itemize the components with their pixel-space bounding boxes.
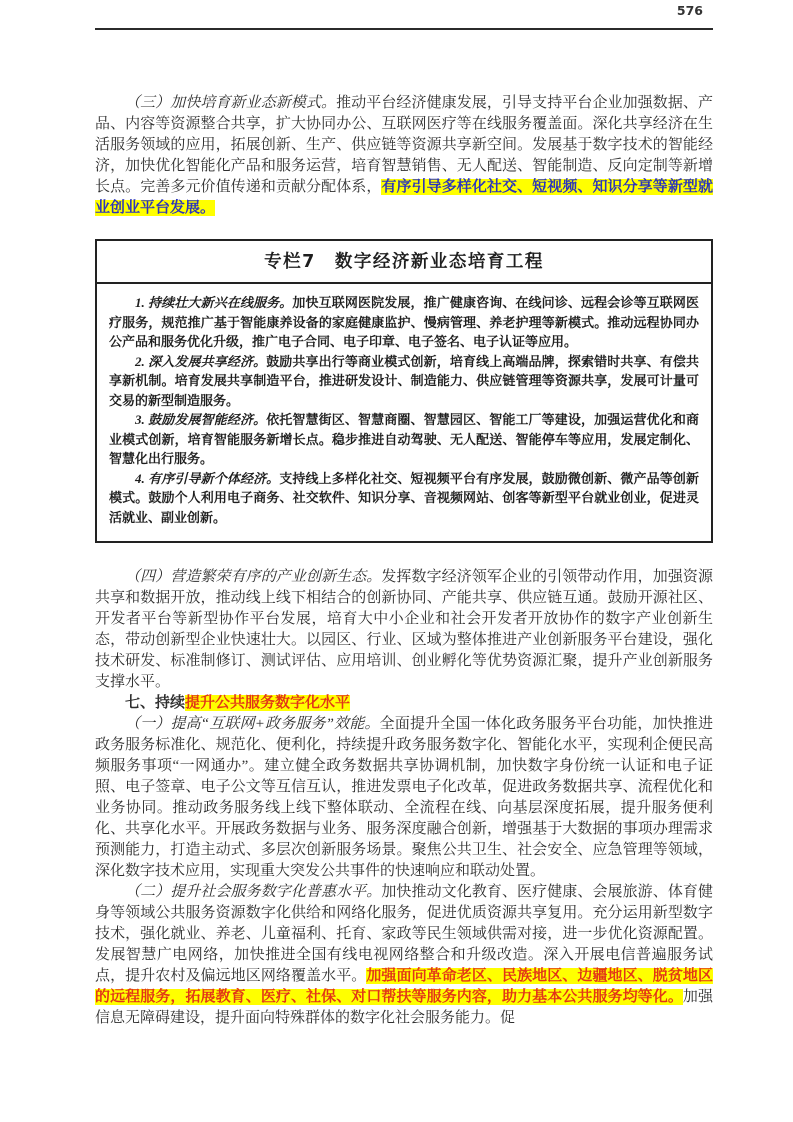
text-run: 推动平台经济健康发展，引导支持平台企业加强数据、产品、内容等资源整合共享，扩大协同办公、互联网医疗等在线服务覆盖面。深化共享经济在生活服务领域的应用，拓展创新、生产、供应链等资源共享新空间。发展基于数字技术的智能经济，加快优化智能化产品和服务运营，培育智慧销售、无人配送、智能制造、反向定制等新增长点。完善多元价值传递和贡献分配体系， — [95, 95, 713, 195]
highlighted-text: 加强面向革命老区、民族地区、边疆地区、脱贫地区的远程服务，拓展教育、医疗、社保、对口帮扶等服务内容，助力基本公共服务均等化。 — [95, 968, 713, 1005]
paragraph-leadin: （二）提升社会服务数字化普惠水平。 — [125, 884, 382, 900]
box-item — [109, 293, 699, 352]
document-body — [95, 93, 713, 1029]
page-header — [95, 0, 713, 22]
highlighted-text: 提升公共服务数字化水平 — [185, 695, 351, 711]
paragraph-leadin: （三）加快培育新业态新模式。 — [125, 95, 337, 111]
section-heading-qi — [95, 693, 713, 714]
paragraph-leadin: （四）营造繁荣有序的产业创新生态。 — [125, 569, 382, 585]
page-number: 576 — [676, 3, 703, 18]
feature-box — [95, 239, 713, 543]
paragraph-si — [95, 567, 713, 693]
text-run: 依托智慧街区、智慧商圈、智慧园区、智能工厂等建设，加强运营优化和商业模式创新，培育智能服务新增长点。稳步推进自动驾驶、无人配送、智能停车等应用，发展定制化、智慧化出行服务。 — [109, 412, 699, 466]
paragraph-leadin: 2. 深入发展共享经济。 — [135, 353, 267, 369]
text-run: 加快推动文化教育、医疗健康、会展旅游、体育健身等领域公共服务资源数字化供给和网络化服务，促进优质资源共享复用。充分运用新型数字技术，强化就业、养老、儿童福利、托育、家政等民生领域供需对接，进一步优化资源配置。发展智慧广电网络，加快推进全国有线电视网络整合和升级改造。深入开展电信普遍服务试点，提升农村及偏远地区网络覆盖水平。 — [95, 884, 713, 984]
box-item — [109, 469, 699, 528]
paragraph-leadin: 1. 持续壮大新兴在线服务。 — [135, 295, 293, 310]
paragraph-er — [95, 882, 713, 1029]
paragraph-leadin: 4. 有序引导新个体经济。 — [135, 470, 280, 486]
feature-box-title: 专栏7 数字经济新业态培育工程 — [97, 241, 711, 284]
box-item — [109, 410, 699, 469]
paragraph-leadin: （一）提高“互联网+政务服务”效能。 — [125, 716, 380, 732]
text-run: 支持线上多样化社交、短视频平台有序发展，鼓励微创新、微产品等创新模式。鼓励个人利用电子商务、社交软件、知识分享、音视频网站、创客等新型平台就业创业，促进灵活就业、副业创新。 — [109, 470, 699, 525]
text-run: 鼓励共享出行等商业模式创新，培育线上高端品牌，探索错时共享、有偿共享新机制。培育发展共享制造平台，推进研发设计、制造能力、供应链管理等资源共享，发展可计量可交易的新型制造服务。 — [109, 353, 699, 408]
paragraph-leadin: 3. 鼓励发展智能经济。 — [135, 412, 267, 427]
box-item — [109, 352, 699, 411]
text-run: 全面提升全国一体化政务服务平台功能，加快推进政务服务标准化、规范化、便利化，持续提升政务服务数字化、智能化水平，实现利企便民高频服务事项“一网通办”。建立健全政务数据共享协调机制，加快数字身份统一认证和电子证照、电子签章、电子公文等互信互认，推进发票电子化改革，促进政务数据共享、流程优化和业务协同。推动政务服务线上线下整体联动、全流程在线、向基层深度拓展，提升服务便利化、共享化水平。开展政务数据与业务、服务深度融合创新，增强基于大数据的事项办理需求预测能力，打造主动式、多层次创新服务场景。聚焦公共卫生、社会安全、应急管理等领域，深化数字技术应用，实现重大突发公共事件的快速响应和联动处置。 — [95, 716, 713, 879]
text-run: 加强信息无障碍建设，提升面向特殊群体的数字化社会服务能力。促 — [95, 989, 713, 1026]
feature-box-content — [97, 284, 711, 541]
highlighted-text: 有序引导多样化社交、短视频、知识分享等新型就业创业平台发展。 — [95, 179, 713, 216]
text-run: 发挥数字经济领军企业的引领带动作用，加强资源共享和数据开放，推动线上线下相结合的创新协同、产能共享、供应链互通。鼓励开源社区、开发者平台等新型协作平台发展，培育大中小企业和社会开发者开放协作的数字产业创新生态，带动创新型企业快速壮大。以园区、行业、区域为整体推进产业创新服务平台建设，强化技术研发、标准制修订、测试评估、应用培训、创业孵化等优势资源汇聚，提升产业创新服务支撑水平。 — [95, 569, 713, 690]
text-run: 加快互联网医院发展，推广健康咨询、在线问诊、远程会诊等互联网医疗服务，规范推广基于智能康养设备的家庭健康监护、慢病管理、养老护理等新模式。推动远程协同办公产品和服务优化升级，推广电子合同、电子印章、电子签名、电子认证等应用。 — [109, 295, 699, 349]
heading-text: 七、持续 — [125, 695, 186, 711]
header-rule — [95, 28, 713, 30]
paragraph-san — [95, 93, 713, 219]
paragraph-yi — [95, 714, 713, 882]
